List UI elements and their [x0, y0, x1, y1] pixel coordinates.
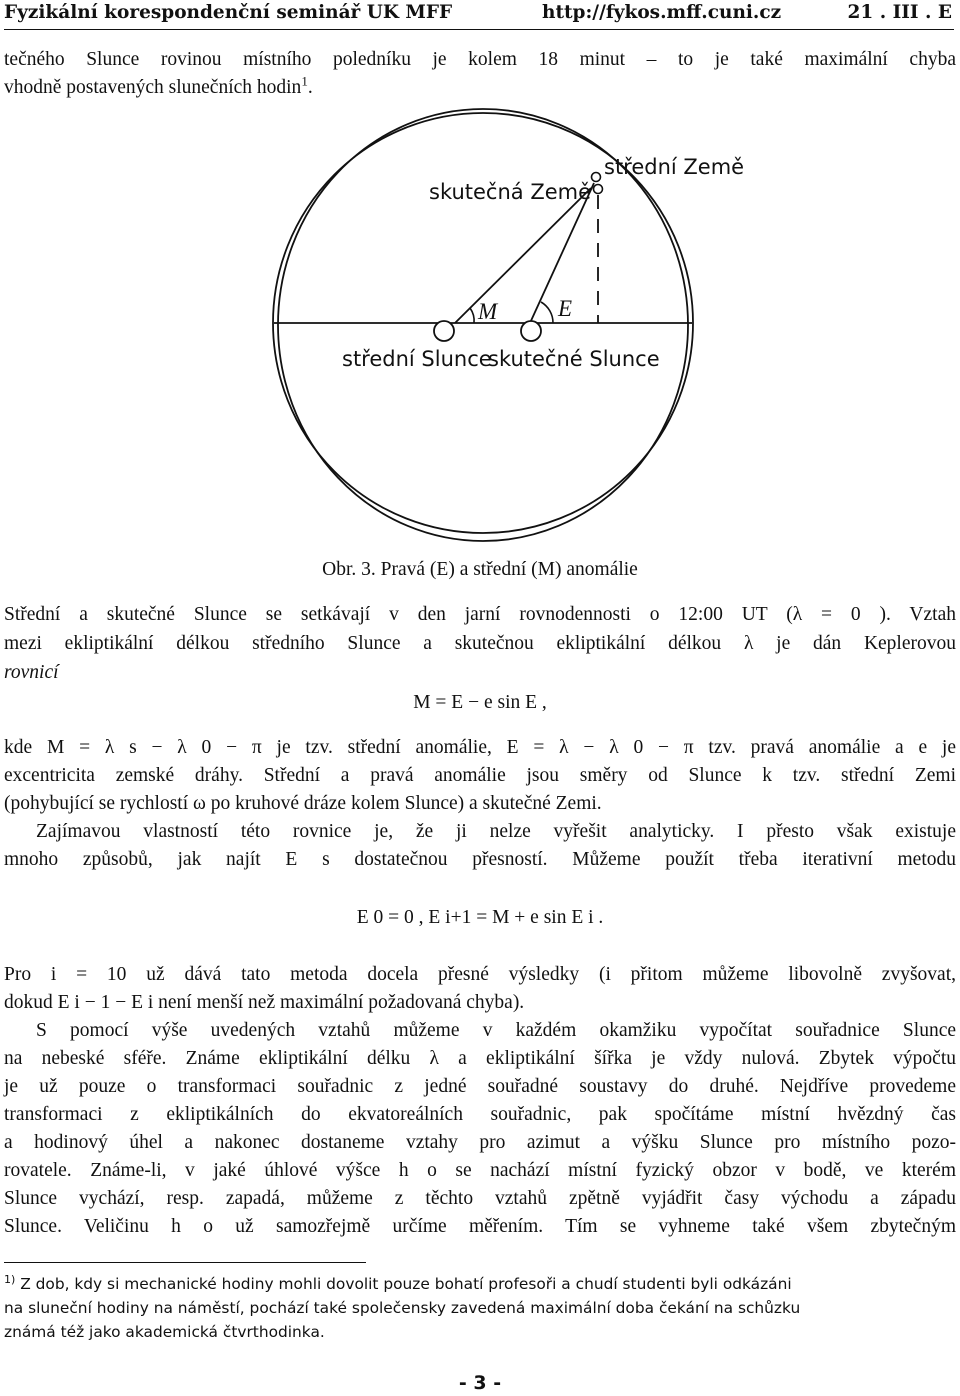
- label-true-sun: skutečné Slunce: [488, 347, 660, 371]
- p5-line-7: Slunce vychází, resp. zapadá, můžeme z těchto vztahů zpětně vyjádřit časy východu a západu: [4, 1188, 956, 1209]
- p5-line-8: Slunce. Veličinu h o už samozřejmě určíme měřením. Tím se vyhneme také všem zbytečným: [4, 1216, 956, 1237]
- p4-line-2: dokud E i − 1 − E i není menší než maximální požadovaná chyba).: [4, 992, 525, 1013]
- angle-arc-M: [470, 308, 474, 323]
- header-url[interactable]: http://fykos.mff.cuni.cz: [542, 2, 782, 23]
- footnote-line-3: známá též jako akademická čtvrthodinka.: [4, 1323, 325, 1341]
- footnote-mark: 1): [4, 1272, 16, 1286]
- mean-earth-icon: [592, 173, 601, 182]
- header-series: 21 . III . E: [847, 2, 952, 23]
- footnote-ref[interactable]: 1: [301, 73, 308, 89]
- header-seminar-title: Fyzikální korespondenční seminář UK MFF: [4, 2, 453, 23]
- label-mean-sun: střední Slunce: [342, 347, 492, 371]
- footnote-rule: [4, 1262, 366, 1263]
- page-number: - 3 -: [458, 1372, 502, 1394]
- p3-line-2: mnoho způsobů, jak najít E s dostatečnou přesností. Můžeme použít třeba iterativní metodu: [4, 849, 956, 870]
- intro-line-2-text: vhodně postavených slunečních hodin: [4, 77, 302, 98]
- p5-line-3: je už pouze o transformaci souřadnic z jedné souřadné soustavy do druhé. Nejdříve provedeme: [4, 1076, 956, 1097]
- true-earth-icon: [594, 185, 603, 194]
- intro-line-1: tečného Slunce rovinou místního poledníku je kolem 18 minut – to je také maximální chyba: [4, 49, 956, 70]
- figure-caption: Obr. 3. Pravá (E) a střední (M) anomálie: [322, 559, 638, 580]
- p5-line-1: S pomocí výše uvedených vztahů můžeme v každém okamžiku vypočítat souřadnice Slunce: [36, 1020, 956, 1041]
- anomaly-diagram: [0, 0, 960, 560]
- p2-line-2: excentricita zemské dráhy. Střední a pravá anomálie jsou směry od Slunce k tzv. střední Zemi: [4, 765, 956, 786]
- p2-line-3: (pohybující se rychlostí ω po kruhové dráze kolem Slunce) a skutečné Zemi.: [4, 793, 602, 814]
- mean-sun-icon: [434, 321, 454, 341]
- p5-line-6: rovatele. Známe-li, v jaké úhlové výšce h o se nachází místní fyzický obzor v bodě, ve kterém: [4, 1160, 956, 1181]
- p1-line-1: Střední a skutečné Slunce se setkávají v den jarní rovnodennosti o 12:00 UT (λ = 0 ). Vztah: [4, 604, 956, 625]
- label-true-earth: skutečná Země: [429, 180, 592, 204]
- p1-line-2: mezi ekliptikální délkou středního Slunce a skutečnou ekliptikální délkou λ je dán Keplerovou: [4, 633, 956, 654]
- angle-arc-E: [541, 302, 553, 323]
- p1-line-3: rovnicí: [4, 662, 59, 683]
- footnote-line-1: [4, 1272, 956, 1296]
- p4-line-1: Pro i = 10 už dává tato metoda docela přesné výsledky (i přitom můžeme libovolně zvyšovat,: [4, 964, 956, 985]
- label-E: E: [558, 296, 573, 321]
- p2-line-1: kde M = λ s − λ 0 − π je tzv. střední anomálie, E = λ − λ 0 − π tzv. pravá anomálie a e je: [4, 737, 956, 758]
- label-mean-earth: střední Země: [604, 155, 745, 179]
- p5-line-5: a hodinový úhel a nakonec dostaneme vztahy pro azimut a výšku Slunce pro místního pozo-: [4, 1132, 956, 1153]
- p5-line-4: transformaci z ekliptikálních do ekvatoreálních souřadnic, pak spočítáme místní hvězdný čas: [4, 1104, 956, 1125]
- footnote-line-2: na sluneční hodiny na náměstí, pochází také společensky zavedená maximální doba čekání na schůzku: [4, 1299, 801, 1317]
- equation-iteration: E 0 = 0 , E i+1 = M + e sin E i .: [356, 907, 604, 928]
- footnote-text-1: Z dob, kdy si mechanické hodiny mohli dovolit pouze bohatí profesoři a chudí studenti byli odkázáni: [20, 1275, 792, 1293]
- equation-kepler: M = E − e sin E ,: [413, 692, 547, 713]
- label-M: M: [478, 299, 498, 324]
- p5-line-2: na nebeské sféře. Známe ekliptikální délku λ a ekliptikální šířka je vždy nulová. Zbytek výpočtu: [4, 1048, 956, 1069]
- true-sun-icon: [521, 321, 541, 341]
- intro-line-2-end: .: [307, 77, 313, 98]
- p3-line-1: Zajímavou vlastností této rovnice je, že ji nelze vyřešit analyticky. I přesto však existuje: [36, 821, 956, 842]
